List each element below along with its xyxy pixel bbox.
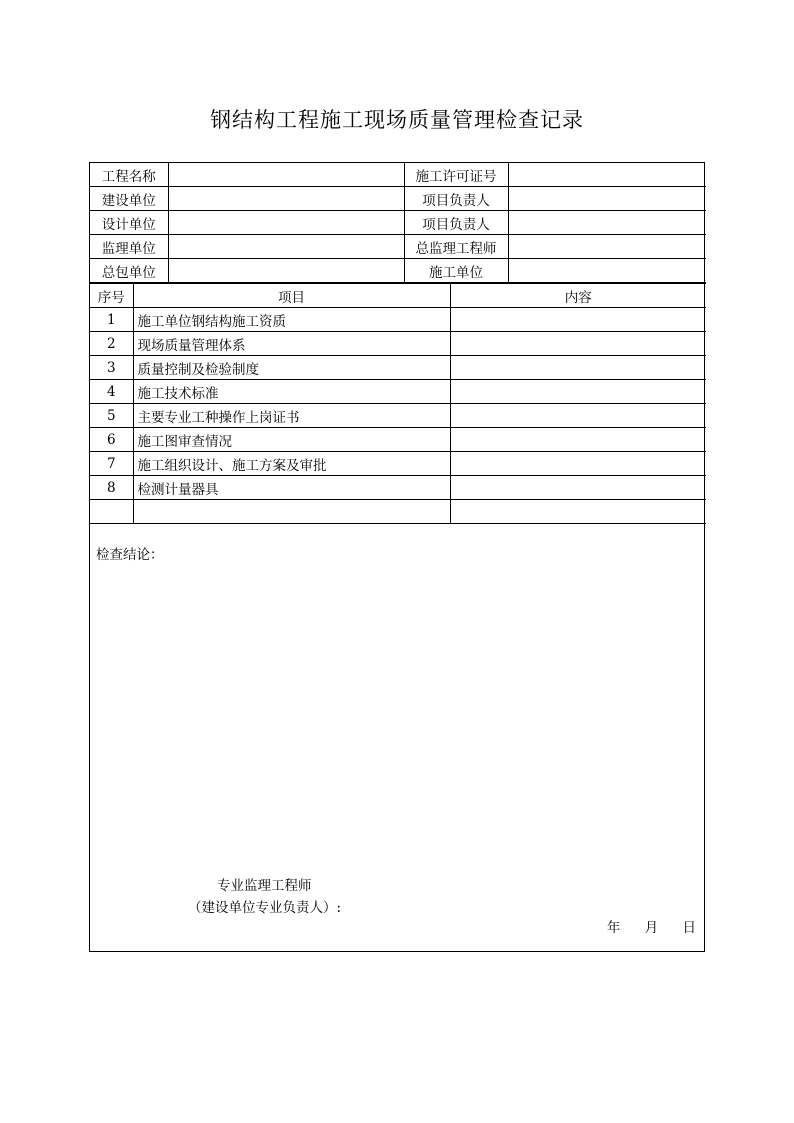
inspection-form — [89, 162, 705, 952]
row-item: 施工组织设计、施工方案及审批 — [133, 452, 450, 476]
row-item: 施工技术标准 — [133, 380, 450, 404]
row-content-field[interactable] — [450, 404, 706, 428]
project-name-label: 工程名称 — [90, 163, 168, 187]
builder-manager-label: 项目负责人 — [404, 187, 508, 211]
table-row — [90, 428, 706, 452]
table-header-row — [90, 284, 706, 308]
table-row — [90, 452, 706, 476]
signer-note: （建设单位专业负责人）: — [188, 900, 342, 916]
designer-label: 设计单位 — [90, 211, 168, 235]
conclusion-label: 检查结论： — [96, 547, 164, 563]
row-content-field[interactable] — [450, 380, 706, 404]
construction-permit-label: 施工许可证号 — [404, 163, 508, 187]
table-row — [90, 259, 706, 283]
general-contractor-label: 总包单位 — [90, 259, 168, 283]
table-row — [90, 380, 706, 404]
row-index: 7 — [90, 452, 133, 476]
content-header: 内容 — [450, 284, 706, 308]
chief-supervisor-field[interactable] — [508, 235, 706, 259]
row-content-field[interactable] — [450, 332, 706, 356]
item-header: 项目 — [133, 284, 450, 308]
designer-manager-label: 项目负责人 — [404, 211, 508, 235]
builder-field[interactable] — [168, 187, 404, 211]
row-index: 4 — [90, 380, 133, 404]
row-index: 3 — [90, 356, 133, 380]
row-item: 施工图审查情况 — [133, 428, 450, 452]
row-index: 1 — [90, 308, 133, 332]
table-row — [90, 187, 706, 211]
row-content-field[interactable] — [450, 428, 706, 452]
chief-supervisor-label: 总监理工程师 — [404, 235, 508, 259]
row-item: 现场质量管理体系 — [133, 332, 450, 356]
index-header: 序号 — [90, 284, 133, 308]
row-content-field[interactable] — [450, 500, 706, 524]
supervisor-field[interactable] — [168, 235, 404, 259]
date-day: 日 — [682, 920, 696, 936]
row-index: 2 — [90, 332, 133, 356]
row-index: 6 — [90, 428, 133, 452]
conclusion-area[interactable] — [90, 524, 704, 953]
table-row — [90, 163, 706, 187]
builder-label: 建设单位 — [90, 187, 168, 211]
project-info-table — [90, 163, 706, 283]
row-content-field[interactable] — [450, 308, 706, 332]
row-item: 施工单位钢结构施工资质 — [133, 308, 450, 332]
project-name-field[interactable] — [168, 163, 404, 187]
supervisor-label: 监理单位 — [90, 235, 168, 259]
row-index: 5 — [90, 404, 133, 428]
table-row-empty — [90, 500, 706, 524]
row-item: 主要专业工种操作上岗证书 — [133, 404, 450, 428]
page-title: 钢结构工程施工现场质量管理检查记录 — [210, 108, 584, 132]
row-content-field[interactable] — [450, 452, 706, 476]
items-table — [90, 283, 706, 524]
table-row — [90, 332, 706, 356]
general-contractor-field[interactable] — [168, 259, 404, 283]
signature-date — [587, 916, 696, 936]
construction-unit-label: 施工单位 — [404, 259, 508, 283]
date-month: 月 — [644, 920, 659, 936]
table-row — [90, 235, 706, 259]
table-row — [90, 404, 706, 428]
table-row — [90, 356, 706, 380]
row-item: 质量控制及检验制度 — [133, 356, 450, 380]
row-content-field[interactable] — [450, 476, 706, 500]
construction-unit-field[interactable] — [508, 259, 706, 283]
row-content-field[interactable] — [450, 356, 706, 380]
builder-manager-field[interactable] — [508, 187, 706, 211]
construction-permit-field[interactable] — [508, 163, 706, 187]
date-year: 年 — [606, 920, 621, 936]
signer-title: 专业监理工程师 — [217, 878, 312, 894]
row-item-empty[interactable] — [133, 500, 450, 524]
designer-field[interactable] — [168, 211, 404, 235]
table-row — [90, 476, 706, 500]
designer-manager-field[interactable] — [508, 211, 706, 235]
row-index: 8 — [90, 476, 133, 500]
row-item: 检测计量器具 — [133, 476, 450, 500]
table-row — [90, 308, 706, 332]
table-row — [90, 211, 706, 235]
row-index-empty[interactable] — [90, 500, 133, 524]
